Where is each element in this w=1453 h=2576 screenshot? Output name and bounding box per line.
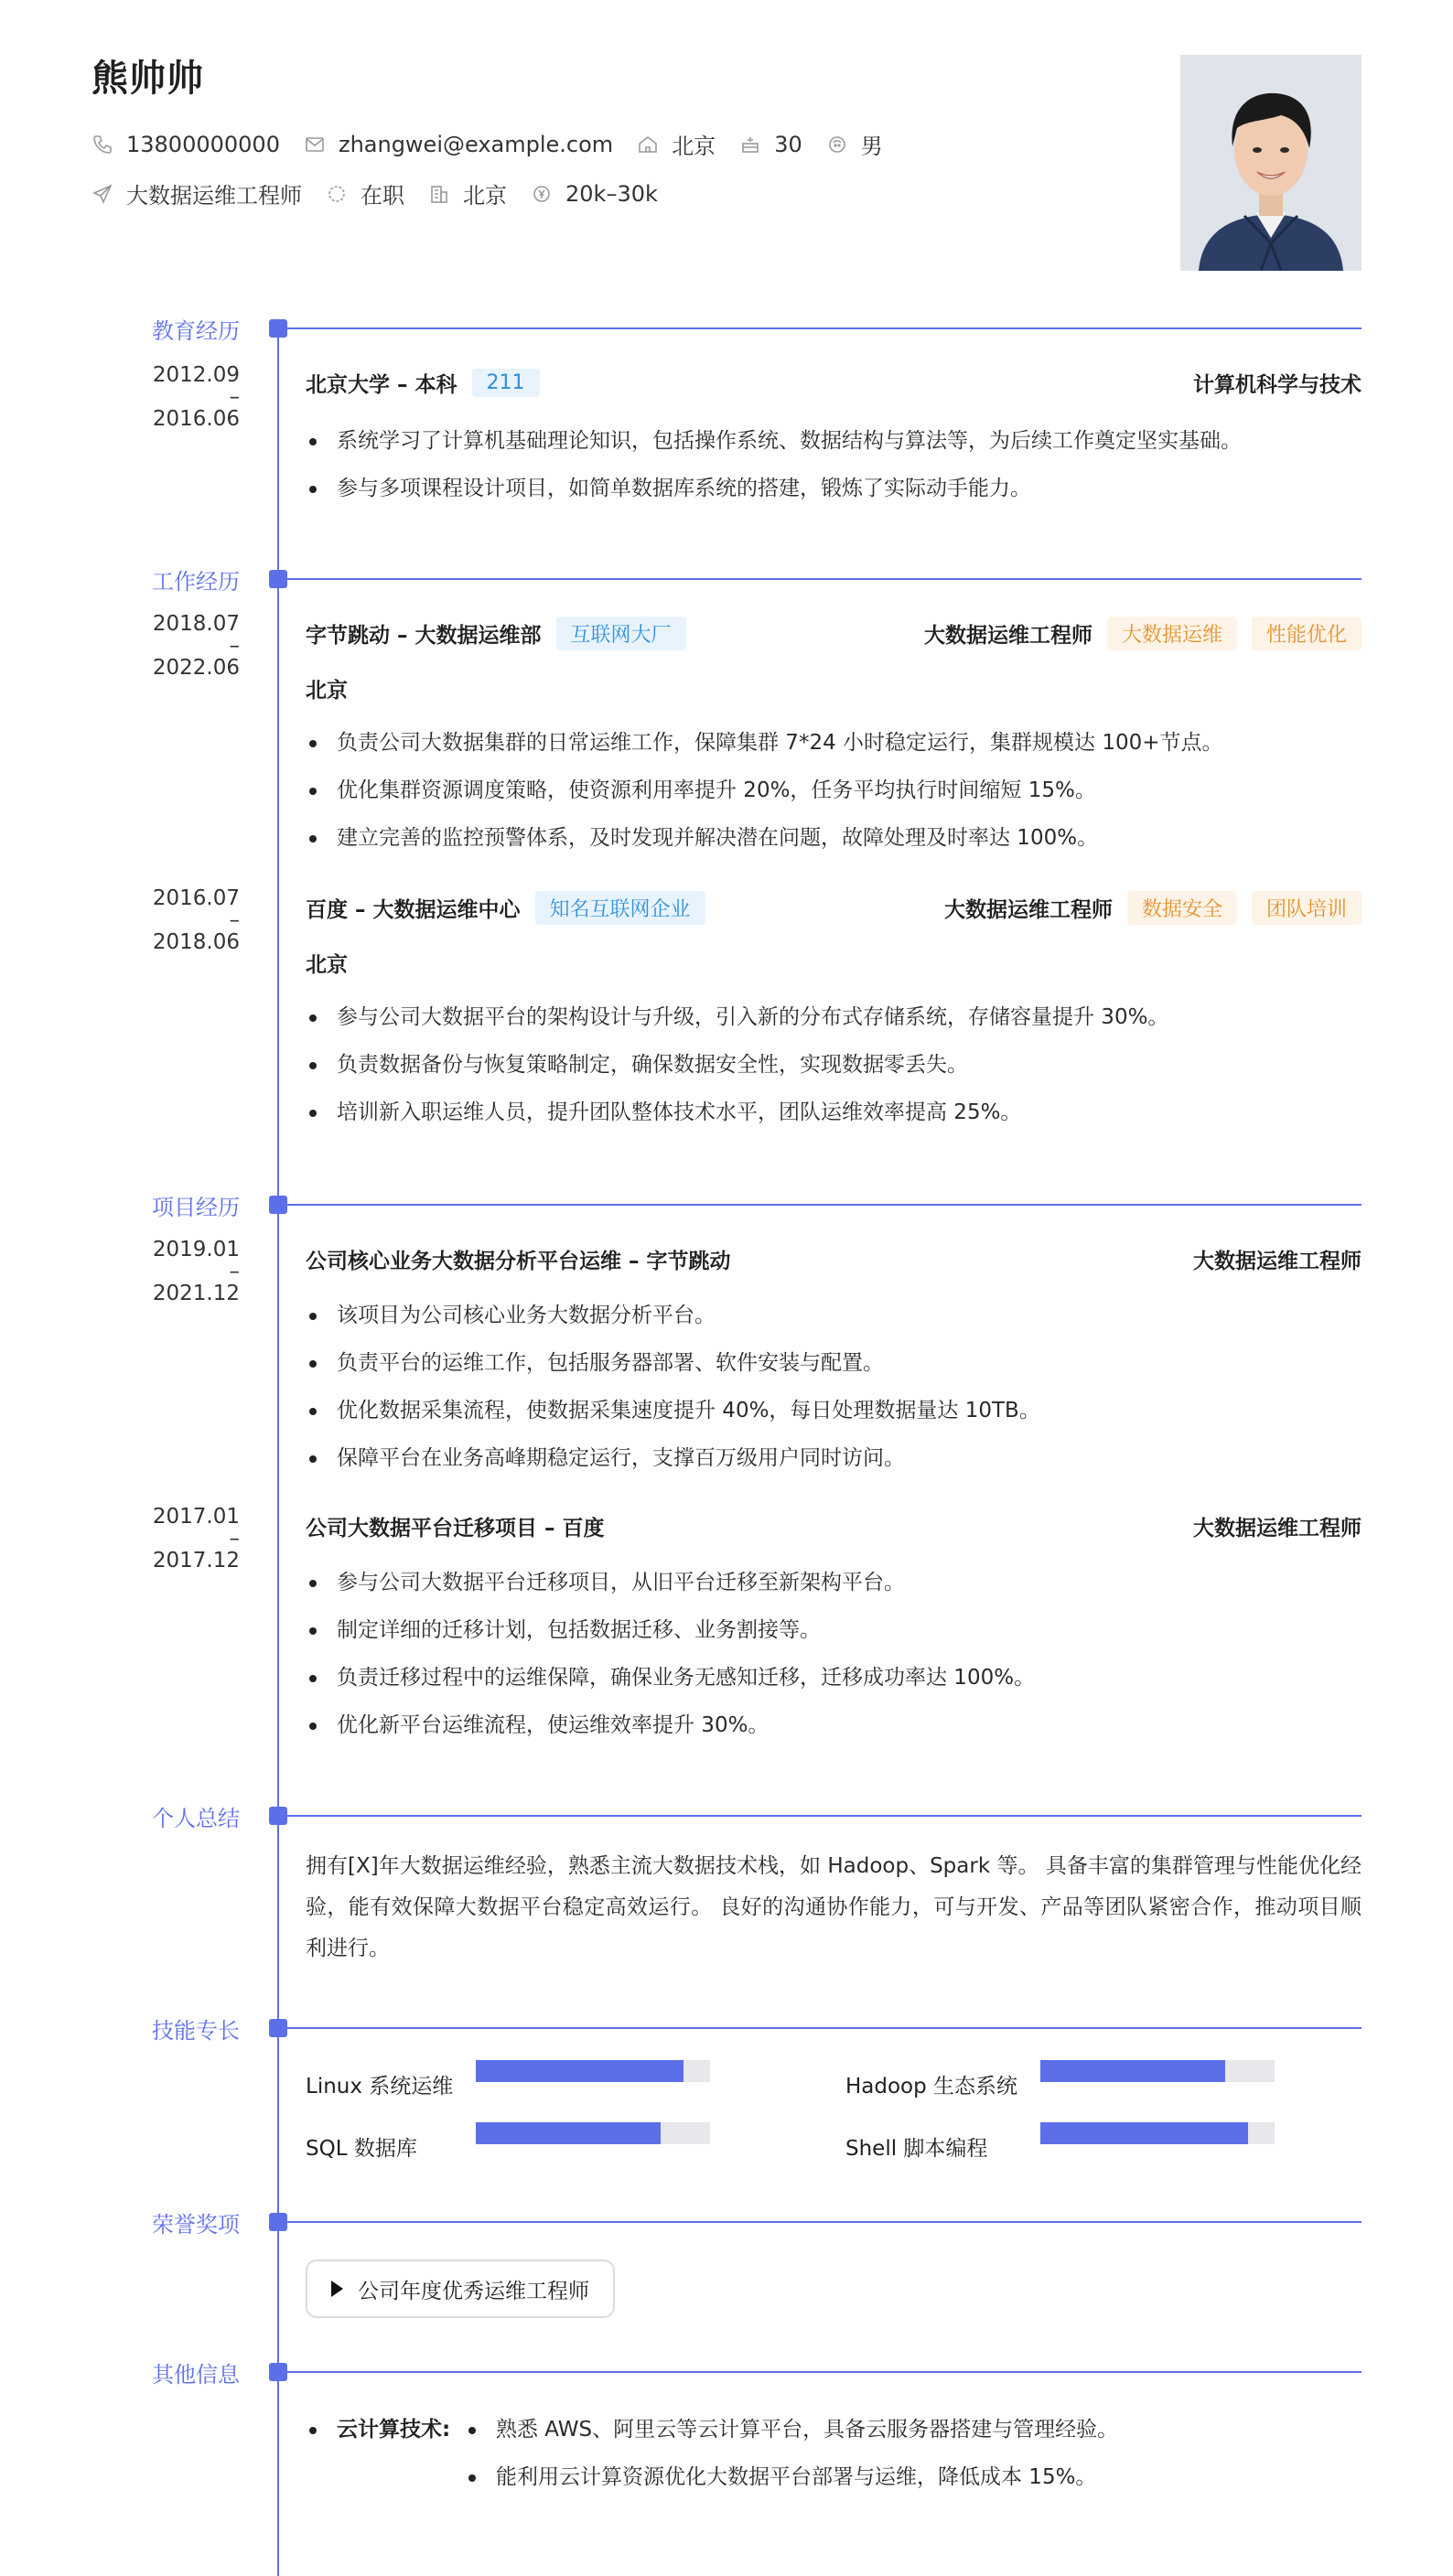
skill-name: Hadoop 生态系统 (845, 2075, 1018, 2098)
date-dash: – (229, 1527, 240, 1551)
list-item: 熟悉 AWS、阿里云等云计算平台，具备云服务器搭建与管理经验。 (465, 2406, 1118, 2453)
date-dash: – (229, 908, 240, 932)
date-range (91, 887, 240, 953)
gender-icon (826, 134, 848, 156)
phone-text: 13800000000 (126, 131, 280, 157)
section-divider (278, 2027, 1362, 2029)
project-name: 公司核心业务大数据分析平台运维 – 字节跳动 (306, 1250, 731, 1273)
company-tag: 互联网大厂 (556, 617, 686, 650)
list-item: 建立完善的监控预警体系，及时发现并解决潜在问题，故障处理及时率达 100%。 (306, 814, 1362, 862)
age-icon (739, 134, 761, 156)
skill-tag: 大数据运维 (1107, 617, 1237, 650)
award-chip[interactable] (306, 2259, 615, 2318)
list-item: 参与多项课程设计项目，如简单数据库系统的搭建，锻炼了实际动手能力。 (306, 465, 1362, 512)
date-range (91, 364, 240, 430)
city-text: 北京 (672, 134, 716, 159)
school-tag: 211 (472, 369, 540, 397)
job-role: 大数据运维工程师 (943, 898, 1113, 922)
gender-text: 男 (860, 134, 883, 159)
work-city-info (428, 177, 507, 209)
skill-bar-track (476, 2060, 710, 2082)
age-text: 30 (774, 131, 802, 157)
phone-icon (91, 134, 113, 156)
section-title-summary: 个人总结 (152, 1806, 240, 1831)
date-range (91, 1506, 240, 1572)
mail-icon (304, 134, 326, 156)
date-dash: – (229, 385, 240, 409)
skill-bar-fill (476, 2060, 683, 2082)
section-title-projects: 项目经历 (152, 1195, 240, 1220)
skill-item (306, 2131, 417, 2162)
date-start: 2012.09 (152, 363, 240, 387)
list-item: 培训新入职运维人员，提升团队整体技术水平，团队运维效率提高 25%。 (306, 1089, 1362, 1136)
work-bullets (306, 719, 1362, 862)
list-item: 优化集群资源调度策略，使资源利用率提升 20%，任务平均执行时间缩短 15%。 (306, 767, 1362, 814)
work-location: 北京 (306, 953, 348, 977)
date-end: 2021.12 (152, 1282, 240, 1305)
status-info (326, 177, 404, 209)
skill-bar-track (1040, 2122, 1275, 2144)
timeline-line (277, 326, 279, 2576)
list-item: 负责迁移过程中的运维保障，确保业务无感知迁移，迁移成功率达 100%。 (306, 1654, 1362, 1701)
project-header (306, 1244, 1362, 1274)
list-item: 系统学习了计算机基础理论知识，包括操作系统、数据结构与算法等，为后续工作奠定坚实基础。 (306, 417, 1362, 465)
skill-bar-track (476, 2122, 710, 2144)
list-item: 优化数据采集流程，使数据采集速度提升 40%，每日处理数据量达 10TB。 (306, 1387, 1362, 1434)
project-role: 大数据运维工程师 (1193, 1517, 1362, 1540)
building-icon (428, 183, 450, 205)
education-bullets (306, 417, 1362, 512)
home-icon (637, 134, 659, 156)
age-info (739, 132, 802, 157)
skill-bar-track (1040, 2060, 1275, 2082)
skill-name: SQL 数据库 (306, 2137, 417, 2161)
skill-bar-fill (1040, 2122, 1248, 2144)
major: 计算机科学与技术 (1193, 373, 1362, 397)
profile-photo (1180, 55, 1362, 271)
skill-tag: 性能优化 (1252, 617, 1362, 650)
list-item: 制定详细的迁移计划，包括数据迁移、业务割接等。 (306, 1606, 1362, 1654)
project-bullets (306, 1559, 1362, 1749)
list-item: 负责公司大数据集群的日常运维工作，保障集群 7*24 小时稳定运行，集群规模达 100+节点。 (306, 719, 1362, 767)
skill-name: Shell 脚本编程 (845, 2137, 988, 2161)
date-start: 2017.01 (152, 1505, 240, 1529)
date-dash: – (229, 1260, 240, 1283)
work-location: 北京 (306, 679, 348, 703)
skill-bar-fill (1040, 2060, 1225, 2082)
project-bullets (306, 1292, 1362, 1482)
work-bullets (306, 993, 1362, 1136)
list-item: 负责数据备份与恢复策略制定，确保数据安全性，实现数据零丢失。 (306, 1041, 1362, 1089)
skill-item (845, 2131, 987, 2162)
salary-text: 20k–30k (565, 180, 658, 207)
section-title-skills: 技能专长 (152, 2018, 240, 2044)
date-start: 2019.01 (152, 1238, 240, 1261)
section-divider (278, 1204, 1362, 1206)
status-text: 在职 (361, 183, 404, 209)
play-triangle-icon (331, 2281, 343, 2297)
status-icon (326, 183, 348, 205)
project-header (306, 1511, 1362, 1541)
section-title-education: 教育经历 (152, 318, 240, 344)
list-item: 保障平台在业务高峰期稳定运行，支撑百万级用户同时访问。 (306, 1434, 1362, 1482)
skill-bar-fill (476, 2122, 661, 2144)
date-end: 2017.12 (152, 1549, 240, 1572)
work-city-text: 北京 (463, 183, 507, 209)
company-name: 百度 – 大数据运维中心 (306, 898, 521, 922)
job-title-info (91, 177, 302, 209)
section-divider (278, 578, 1362, 580)
section-divider (278, 327, 1362, 329)
skill-name: Linux 系统运维 (306, 2075, 454, 2098)
date-end: 2022.06 (152, 656, 240, 680)
date-dash: – (229, 634, 240, 658)
work-header (306, 617, 1362, 650)
skill-item (306, 2069, 453, 2099)
school-name: 北京大学 – 本科 (306, 373, 457, 397)
skill-item (845, 2069, 1017, 2099)
phone-info (91, 132, 280, 157)
project-role: 大数据运维工程师 (1193, 1250, 1362, 1273)
section-title-honors: 荣誉奖项 (152, 2212, 240, 2238)
skill-tag: 团队培训 (1252, 891, 1362, 925)
section-title-work: 工作经历 (152, 569, 240, 595)
section-divider (278, 1815, 1362, 1817)
date-end: 2018.06 (152, 930, 240, 954)
date-end: 2016.06 (152, 407, 240, 431)
award-label: 公司年度优秀运维工程师 (358, 2279, 589, 2303)
list-item: 该项目为公司核心业务大数据分析平台。 (306, 1292, 1362, 1339)
company-name: 字节跳动 – 大数据运维部 (306, 624, 542, 648)
date-start: 2016.07 (152, 886, 240, 910)
email-info (304, 132, 613, 157)
section-divider (278, 2221, 1362, 2223)
list-item: 参与公司大数据平台迁移项目，从旧平台迁移至新架构平台。 (306, 1559, 1362, 1606)
job-title-text: 大数据运维工程师 (126, 183, 302, 209)
other-list (465, 2406, 1118, 2501)
date-range (91, 613, 240, 679)
section-title-other: 其他信息 (152, 2362, 240, 2388)
job-role: 大数据运维工程师 (923, 624, 1092, 648)
salary-info (531, 181, 658, 207)
email-text: zhangwei@example.com (338, 131, 614, 157)
date-range (91, 1239, 240, 1304)
project-name: 公司大数据平台迁移项目 – 百度 (306, 1517, 605, 1540)
list-item: 优化新平台运维流程，使运维效率提升 30%。 (306, 1701, 1362, 1749)
work-header (306, 891, 1362, 925)
company-tag: 知名互联网企业 (535, 891, 705, 925)
skill-tag: 数据安全 (1127, 891, 1237, 925)
summary-text: 拥有[X]年大数据运维经验，熟悉主流大数据技术栈，如 Hadoop、Spark 等。 具备丰富的集群管理与性能优化经验，能有效保障大数据平台稳定高效运行。 良好的沟通协作能力，可与开发、产品等团队紧密合作，推动项目顺利进行。 (306, 1854, 1362, 1960)
city-info (637, 128, 716, 160)
list-item: 参与公司大数据平台的架构设计与升级，引入新的分布式存储系统，存储容量提升 30%。 (306, 993, 1362, 1041)
date-start: 2018.07 (152, 612, 240, 636)
send-icon (91, 183, 113, 205)
education-header (306, 368, 1362, 398)
contact-row (91, 128, 907, 160)
other-label: 云计算技术: (306, 2406, 450, 2453)
section-divider (278, 2371, 1362, 2373)
candidate-name: 熊帅帅 (91, 58, 204, 100)
gender-info (826, 128, 883, 160)
salary-icon (531, 183, 553, 205)
list-item: 负责平台的运维工作，包括服务器部署、软件安装与配置。 (306, 1339, 1362, 1387)
job-row (91, 177, 682, 209)
list-item: 能利用云计算资源优化大数据平台部署与运维，降低成本 15%。 (465, 2453, 1118, 2501)
